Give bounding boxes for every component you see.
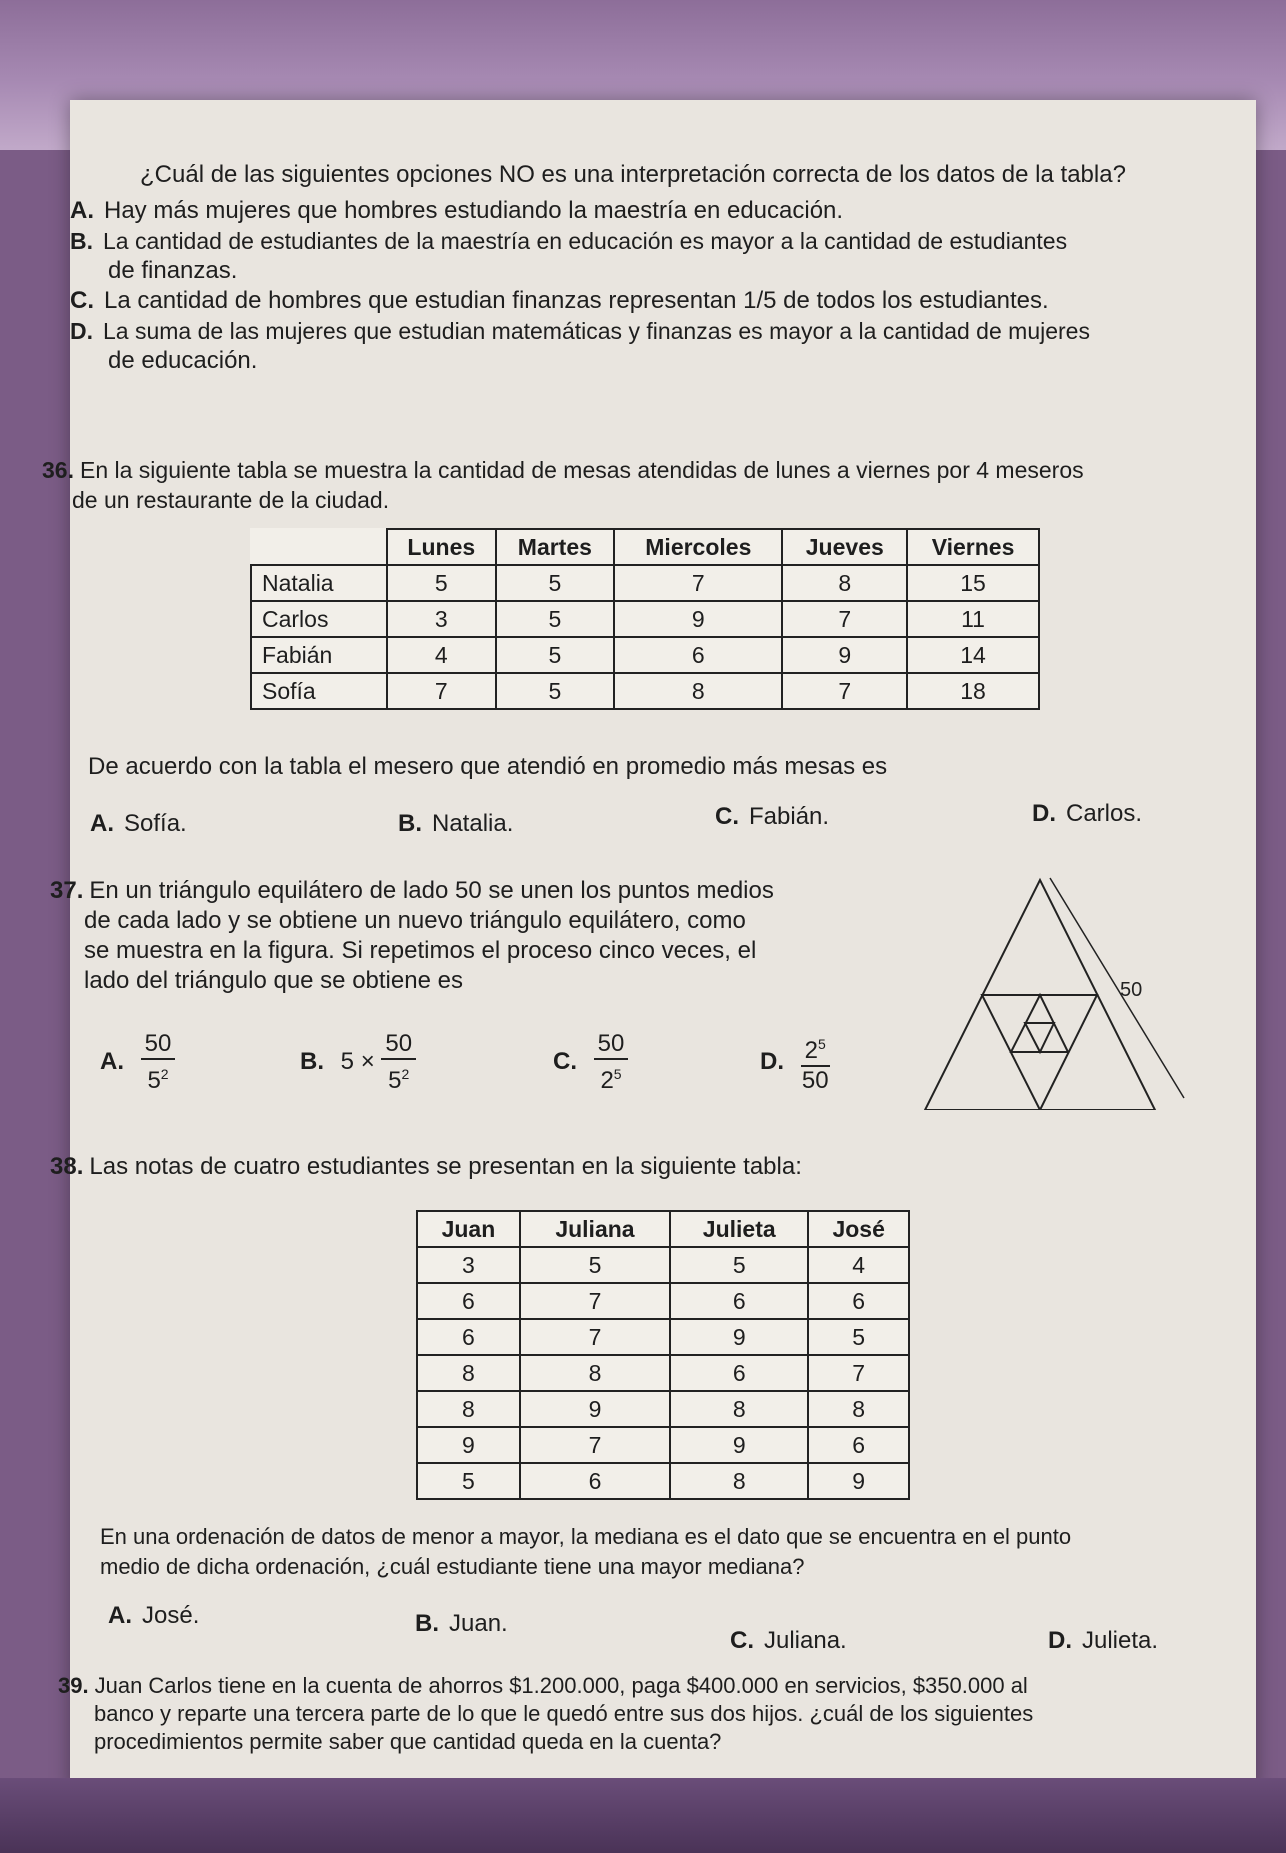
q36-option-d[interactable]: D. Carlos. [1032, 800, 1143, 827]
table-cell: 6 [808, 1427, 909, 1463]
table-cell: 4 [808, 1247, 909, 1283]
table-cell: 8 [808, 1391, 909, 1427]
fraction: $\frac{2^5}{50}$ [801, 1030, 830, 1095]
table-cell: 14 [907, 637, 1039, 673]
table-header: José [808, 1211, 909, 1247]
q36-option-b[interactable]: B. Natalia. [398, 810, 514, 837]
table-cell: 5 [417, 1463, 520, 1499]
table-cell-name: Fabián [251, 637, 387, 673]
table-cell: 8 [614, 673, 782, 709]
table-row [251, 673, 1039, 709]
table-cell: 7 [782, 601, 907, 637]
table-cell: 8 [670, 1391, 808, 1427]
table-cell: 4 [387, 637, 496, 673]
q36-stem: 36. En la siguiente tabla se muestra la cantidad de mesas atendidas de lunes a viernes por 4 meseros de un restaurante de la ciudad. [42, 457, 1084, 513]
q38-text: En una ordenación de datos de menor a mayor, la mediana es el dato que se encuentra en el punto medio de dicha ordenación, ¿cuál estudiante tiene una mayor mediana? [100, 1524, 1072, 1579]
table-cell: 6 [614, 637, 782, 673]
table-cell: 18 [907, 673, 1039, 709]
q35-option-b[interactable]: B. La cantidad de estudiantes de la maestría en educación es mayor a la cantidad de estudiantes [70, 228, 1068, 254]
q36-table [250, 528, 1040, 710]
q36-option-c[interactable]: C. Fabián. [715, 803, 830, 830]
table-cell-name: Natalia [251, 565, 387, 601]
q39-stem: 39. Juan Carlos tiene en la cuenta de ahorros $1.200.000, paga $400.000 en servicios, $350.000 al banco y reparte una tercera parte de lo que le quedó entre sus dos hijos. ¿cuál de los siguientes procedimientos permite saber que cantidad queda en la cuenta? [58, 1673, 1034, 1754]
table-cell: 3 [387, 601, 496, 637]
table-header: Martes [496, 529, 615, 565]
table-cell: 8 [520, 1355, 670, 1391]
q37-option-b[interactable]: B. 5 × $\frac{50}{5^2}$ [300, 1030, 416, 1095]
table-cell: 7 [808, 1355, 909, 1391]
q36-option-a[interactable]: A. Sofía. [90, 810, 187, 837]
table-cell: 7 [520, 1319, 670, 1355]
table-cell: 9 [520, 1391, 670, 1427]
table-row [417, 1247, 909, 1283]
table-cell: 5 [496, 601, 615, 637]
table-header: Juliana [520, 1211, 670, 1247]
q38-stem: 38. Las notas de cuatro estudiantes se presentan en la siguiente tabla: [50, 1153, 802, 1180]
q38-option-c[interactable]: C. Juliana. [730, 1627, 847, 1654]
q35-options [70, 196, 1250, 376]
fraction: $\frac{50}{2^5}$ [594, 1030, 629, 1095]
table-cell: 6 [670, 1283, 808, 1319]
table-cell: 9 [670, 1427, 808, 1463]
table-header: Julieta [670, 1211, 808, 1247]
table-cell: 5 [808, 1319, 909, 1355]
table-cell: 5 [496, 637, 615, 673]
table-cell-name: Carlos [251, 601, 387, 637]
table-cell: 6 [417, 1283, 520, 1319]
table-row [251, 601, 1039, 637]
table-row [251, 565, 1039, 601]
q35-stem: ¿Cuál de las siguientes opciones NO es una interpretación correcta de los datos de la tabla? [140, 161, 1126, 188]
q37-option-a[interactable]: A. $\frac{50}{5^2}$ [100, 1030, 175, 1095]
table-cell: 5 [520, 1247, 670, 1283]
table-row [417, 1391, 909, 1427]
table-cell: 9 [614, 601, 782, 637]
table-cell: 7 [614, 565, 782, 601]
table-cell: 9 [417, 1427, 520, 1463]
table-cell: 8 [417, 1355, 520, 1391]
table-cell: 7 [782, 673, 907, 709]
table-cell: 8 [782, 565, 907, 601]
fraction: $\frac{50}{5^2}$ [141, 1030, 176, 1095]
table-cell: 15 [907, 565, 1039, 601]
q38-option-d[interactable]: D. Julieta. [1048, 1627, 1159, 1654]
q35-option-d[interactable]: D. La suma de las mujeres que estudian matemáticas y finanzas es mayor a la cantidad de mujeres [70, 318, 1090, 344]
table-cell: 11 [907, 601, 1039, 637]
q35-option-b-cont: de finanzas. [108, 257, 238, 284]
table-header: Lunes [387, 529, 496, 565]
fraction: $\frac{50}{5^2}$ [381, 1030, 416, 1095]
small-triangle [1025, 1023, 1054, 1052]
background-bottom [0, 1778, 1286, 1853]
table-header: Viernes [907, 529, 1039, 565]
table-header: Jueves [782, 529, 907, 565]
table-cell: 7 [387, 673, 496, 709]
table-cell: 9 [782, 637, 907, 673]
table-cell: 5 [496, 565, 615, 601]
table-cell: 8 [417, 1391, 520, 1427]
table-row [417, 1319, 909, 1355]
q38-table [416, 1210, 910, 1500]
q37-option-d[interactable]: D. $\frac{2^5}{50}$ [760, 1030, 830, 1095]
table-row [417, 1355, 909, 1391]
table-cell: 3 [417, 1247, 520, 1283]
table-cell: 6 [520, 1463, 670, 1499]
table-header: Juan [417, 1211, 520, 1247]
table-row [417, 1463, 909, 1499]
table-header-row [417, 1211, 909, 1247]
side-measure-line [1050, 878, 1184, 1098]
table-row [417, 1427, 909, 1463]
table-cell: 8 [670, 1463, 808, 1499]
q38-option-a[interactable]: A. José. [108, 1602, 200, 1629]
q37-stem: 37. En un triángulo equilátero de lado 50 se unen los puntos medios de cada lado y se obtiene un nuevo triángulo equilátero, como se muestra en la figura. Si repetimos el proceso cinco veces, el lado del triángulo que se obtiene es [50, 877, 774, 994]
table-cell: 5 [387, 565, 496, 601]
table-cell: 6 [808, 1283, 909, 1319]
q35-option-d-cont: de educación. [108, 347, 258, 374]
q38-option-b[interactable]: B. Juan. [415, 1610, 508, 1637]
table-header: Miercoles [614, 529, 782, 565]
side-label: 50 [1120, 979, 1143, 1001]
table-cell: 7 [520, 1283, 670, 1319]
table-row [417, 1283, 909, 1319]
q37-option-c[interactable]: C. $\frac{50}{2^5}$ [553, 1030, 628, 1095]
table-row [251, 637, 1039, 673]
table-cell: 9 [808, 1463, 909, 1499]
triangle-figure [900, 870, 1200, 1110]
q36-question: De acuerdo con la tabla el mesero que atendió en promedio más mesas es [88, 753, 888, 780]
table-cell: 9 [670, 1319, 808, 1355]
table-header-row [251, 529, 1039, 565]
table-cell: 7 [520, 1427, 670, 1463]
table-cell: 5 [496, 673, 615, 709]
q35-option-c[interactable]: C. La cantidad de hombres que estudian finanzas representan 1/5 de todos los estudiantes. [70, 287, 1049, 314]
table-cell: 5 [670, 1247, 808, 1283]
q35-option-a[interactable]: A. Hay más mujeres que hombres estudiando la maestría en educación. [70, 197, 844, 224]
table-cell: 6 [670, 1355, 808, 1391]
table-corner [251, 529, 387, 565]
table-cell: 6 [417, 1319, 520, 1355]
table-cell-name: Sofía [251, 673, 387, 709]
